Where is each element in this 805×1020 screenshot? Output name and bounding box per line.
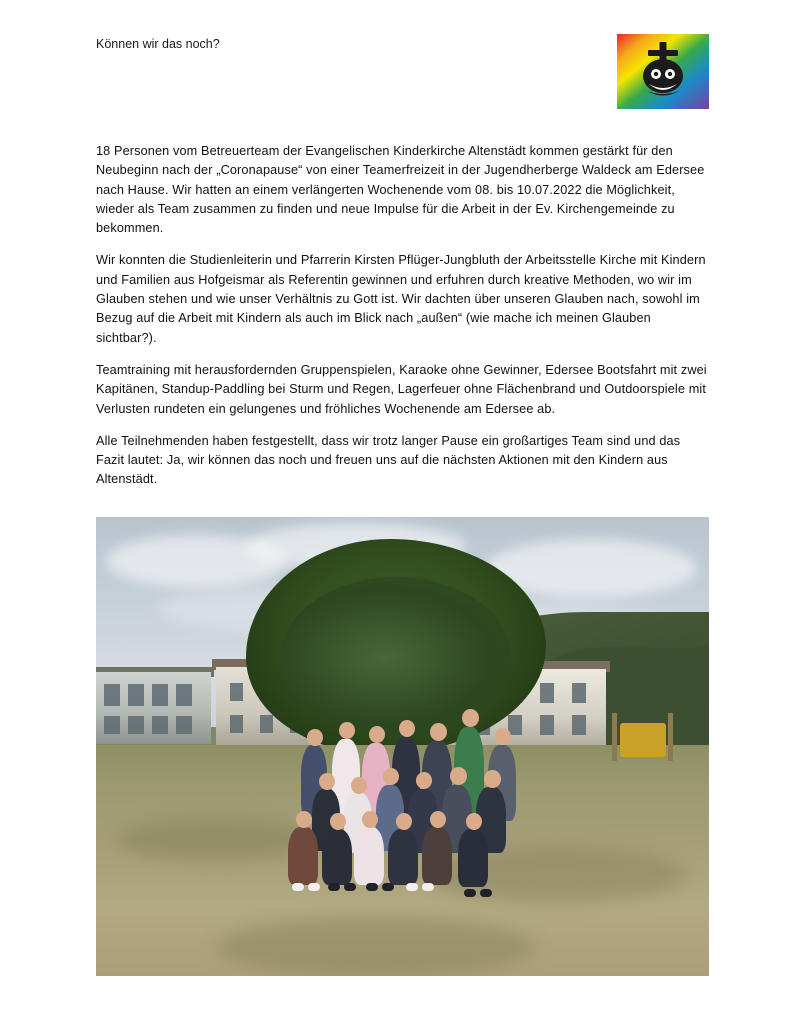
person-head (296, 811, 312, 828)
person-head (416, 772, 432, 789)
person-head (466, 813, 482, 830)
paragraph-3: Teamtraining mit herausfordernden Gruppenspielen, Karaoke ohne Gewinner, Edersee Bootsfahrt mit zwei Kapitänen, Standup-Paddling bei Sturm und Regen, Lagerfeuer ohne Flächenbrand und Outdoorspiele mit Verlusten rundeten ein gelungenes und fröhliches Wochenende am Edersee ab. (96, 362, 707, 416)
shoe (344, 883, 356, 891)
paragraph-1: 18 Personen vom Betreuerteam der Evangelischen Kinderkirche Altenstädt kommen gestärkt für den Neubeginn nach der „Coronapause“ von einer Teamerfreizeit in der Jugendherberge Waldeck am Edersee nach Hause. Wir hatten an einem verlängerten Wochenende vom 08. bis 10.07.2022 die Möglichkeit, wieder als Team zusammen zu finden und neue Impulse für die Arbeit in der Ev. Kirchengemeinde zu bekommen. (96, 144, 705, 236)
person (422, 827, 452, 885)
person-head (362, 811, 378, 828)
paragraph-2: Wir konnten die Studienleiterin und Pfarrerin Kirsten Pflüger-Jungbluth der Arbeitsstelle Kirche mit Kindern und Familien aus Hofgeismar als Referentin gewinnen und erfuhren durch kreative Methoden, wo wir im Glauben stehen und wie unser Verhältnis zu Gott ist. Wir dachten über unseren Glauben nach, sowohl im Bezug auf die Arbeit mit Kindern als auch im Blick nach „außen“ (wie mache ich meinen Glauben sichtbar?). (96, 253, 706, 345)
shoe (382, 883, 394, 891)
playground-structure (620, 723, 666, 757)
person-head (383, 768, 399, 785)
shoe (406, 883, 418, 891)
person (288, 827, 318, 885)
person (388, 829, 418, 885)
shoe (292, 883, 304, 891)
shoe (308, 883, 320, 891)
person-head (307, 729, 323, 746)
person-head (339, 722, 355, 739)
shoe (366, 883, 378, 891)
page-title: Können wir das noch? (96, 37, 220, 51)
header-row (96, 34, 709, 130)
group-photo (96, 517, 709, 976)
shoe (464, 889, 476, 897)
person (458, 829, 488, 887)
shoe (480, 889, 492, 897)
article-body (96, 142, 709, 490)
group-photo-scene (96, 517, 709, 976)
person-head (495, 728, 511, 745)
ev-kinderkirche-logo (617, 34, 709, 109)
playground-post (668, 713, 673, 761)
person-head (450, 767, 467, 785)
person-head (484, 770, 501, 788)
playground-post (612, 713, 617, 761)
shoe (422, 883, 434, 891)
person (354, 827, 384, 885)
person-head (369, 726, 385, 743)
document-content (96, 34, 709, 490)
person-head (396, 813, 412, 830)
logo-graphic (617, 34, 709, 109)
person-head (462, 709, 479, 727)
person (322, 829, 352, 885)
person-head (319, 773, 335, 790)
person-head (351, 777, 367, 794)
building-left (96, 672, 211, 744)
person-head (430, 723, 447, 741)
person-head (330, 813, 346, 830)
person-head (430, 811, 446, 828)
person-head (399, 720, 415, 737)
shoe (328, 883, 340, 891)
paragraph-4: Alle Teilnehmenden haben festgestellt, dass wir trotz langer Pause ein großartiges Team sind und das Fazit lautet: Ja, wir können das noch und freuen uns auf die nächsten Aktionen mit den Kindern aus Altenstädt. (96, 433, 681, 487)
